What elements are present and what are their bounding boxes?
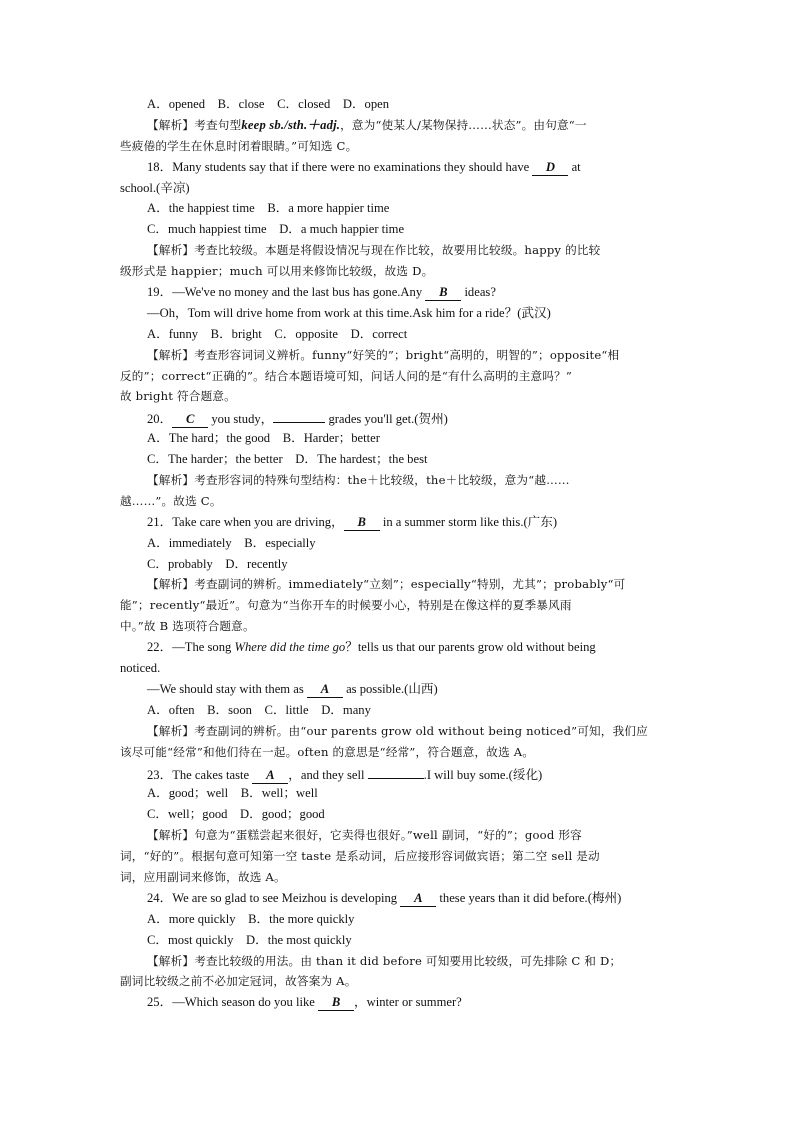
stem-text: ，winter or summer? bbox=[354, 995, 462, 1010]
answer-letter: D bbox=[545, 159, 555, 174]
answer-blank bbox=[252, 768, 288, 784]
analysis-tag: 【解析】 bbox=[147, 347, 195, 362]
empty-blank bbox=[368, 763, 424, 779]
q19-analysis-line1 bbox=[120, 345, 676, 366]
song-title: Where did the time go bbox=[234, 640, 346, 655]
q18-options-2: C．much happiest time D．a much happier time bbox=[147, 222, 405, 237]
q18-stem-line2: school.(辛凉) bbox=[120, 180, 190, 195]
stem-text: grades you'll get.(贺州) bbox=[328, 412, 448, 427]
q23-analysis-line1 bbox=[120, 825, 676, 846]
q24-analysis-line1 bbox=[120, 951, 676, 972]
q22-analysis-line1 bbox=[120, 721, 676, 742]
q21-analysis-line1 bbox=[120, 574, 676, 595]
analysis-tag: 【解析】 bbox=[147, 243, 195, 258]
q17-options: A．opened B．close C．closed D．open bbox=[147, 97, 390, 111]
analysis-tag: 【解析】 bbox=[147, 953, 195, 968]
q24-options-2: C．most quickly D．the most quickly bbox=[147, 932, 352, 947]
q18-analysis-line1 bbox=[120, 240, 676, 261]
analysis-text: ，意为“使某人/某物保持……状态”。由句意“一 bbox=[340, 117, 587, 132]
q23-stem bbox=[120, 763, 676, 784]
q24-stem bbox=[120, 888, 676, 909]
answer-letter: A bbox=[320, 681, 330, 696]
analysis-text: 考查形容词的特殊句型结构：the＋比较级，the＋比较级，意为“越…… bbox=[194, 473, 570, 488]
stem-text: —We should stay with them as bbox=[147, 681, 304, 696]
analysis-text: 考查副词的辨析。immediately“立刻”；especially“特别，尤其”；probably“可 bbox=[194, 577, 626, 592]
q24-analysis-line2: 副词比较级之前不必加定冠词，故答案为 A。 bbox=[120, 974, 357, 989]
q18-options-1: A．the happiest time B．a more happier time bbox=[147, 201, 390, 216]
stem-text: as possible.(山西) bbox=[346, 681, 438, 696]
analysis-text: 考查比较级。本题是将假设情况与现在作比较，故要用比较级。happy 的比较 bbox=[194, 243, 601, 258]
answer-letter: B bbox=[439, 285, 448, 300]
q17-analysis-line1 bbox=[120, 115, 676, 136]
analysis-text: 考查副词的辨析。由“our parents grow old without being noticed”可知，我们应 bbox=[194, 723, 648, 738]
answer-letter: B bbox=[357, 514, 366, 529]
analysis-text: 考查形容词词义辨析。funny“好笑的”；bright“高明的，明智的”；opposite“相 bbox=[194, 347, 620, 362]
q20-analysis-line1 bbox=[120, 470, 676, 491]
q18-analysis-line2: 级形式是 happier；much 可以用来修饰比较级，故选 D。 bbox=[120, 264, 434, 279]
q23-options-1: A．good；well B．well；well bbox=[147, 786, 318, 801]
q25-stem bbox=[120, 992, 676, 1013]
q24-options-1: A．more quickly B．the more quickly bbox=[147, 911, 355, 926]
q22-stem-line2: noticed. bbox=[120, 661, 161, 676]
q18-stem bbox=[120, 157, 676, 178]
answer-blank bbox=[172, 412, 208, 428]
stem-text: 22．—The song bbox=[147, 640, 232, 655]
stem-text: 24．We are so glad to see Meizhou is developing bbox=[147, 890, 398, 905]
stem-text: 23．The cakes taste bbox=[147, 767, 250, 782]
stem-text: 20． bbox=[147, 412, 173, 427]
analysis-text: 考查句型 bbox=[194, 117, 242, 132]
analysis-tag: 【解析】 bbox=[147, 577, 195, 592]
q19-options: A．funny B．bright C．opposite D．correct bbox=[147, 326, 408, 341]
document-page bbox=[120, 94, 676, 1013]
q21-stem bbox=[120, 512, 676, 533]
stem-text: these years than it did before.(梅州) bbox=[439, 890, 622, 905]
q22-analysis-line2: 该尽可能“经常”和他们待在一起。often 的意思是“经常”，符合题意，故选 A。 bbox=[120, 744, 535, 759]
empty-blank bbox=[273, 407, 325, 423]
q20-options-2: C．The harder；the better D．The hardest；the best bbox=[147, 452, 428, 467]
stem-text: ？tells us that our parents grow old without being bbox=[345, 640, 596, 655]
analysis-text: 句意为“蛋糕尝起来很好，它卖得也很好。”well 副词，“好的”；good 形容 bbox=[194, 828, 582, 843]
stem-text: 18．Many students say that if there were no examinations they should have bbox=[147, 159, 530, 174]
stem-text: ideas? bbox=[464, 285, 496, 300]
answer-letter: A bbox=[266, 767, 275, 782]
q19-analysis-line2: 反的”；correct“正确的”。结合本题语境可知，问话人问的是“有什么高明的主意吗？” bbox=[120, 368, 573, 383]
answer-blank bbox=[318, 995, 354, 1011]
analysis-tag: 【解析】 bbox=[147, 473, 195, 488]
stem-text: at bbox=[571, 159, 581, 174]
q19-stem bbox=[120, 282, 676, 303]
analysis-keyword: keep sb./sth.＋adj. bbox=[241, 117, 341, 132]
analysis-tag: 【解析】 bbox=[147, 828, 195, 843]
answer-blank bbox=[400, 891, 436, 907]
q22-stem bbox=[120, 637, 676, 658]
stem-text: 21．Take care when you are driving， bbox=[147, 514, 344, 529]
q21-analysis-line3: 中。”故 B 选项符合题意。 bbox=[120, 619, 255, 634]
q21-options-2: C．probably D．recently bbox=[147, 556, 288, 571]
stem-text: ，and they sell bbox=[288, 767, 365, 782]
q22-options: A．often B．soon C．little D．many bbox=[147, 702, 371, 717]
stem-text: 25．—Which season do you like bbox=[147, 995, 315, 1010]
q17-analysis-line2: 些疲倦的学生在休息时闭着眼睛。”可知选 C。 bbox=[120, 138, 358, 153]
analysis-tag: 【解析】 bbox=[147, 723, 195, 738]
q23-analysis-line3: 词，应用副词来修饰，故选 A。 bbox=[120, 869, 286, 884]
answer-blank bbox=[307, 682, 343, 698]
stem-text: you study， bbox=[211, 412, 274, 427]
answer-letter: B bbox=[331, 995, 341, 1010]
answer-blank bbox=[344, 515, 380, 531]
q19-analysis-line3: 故 bright 符合题意。 bbox=[120, 389, 236, 404]
q21-options-1: A．immediately B．especially bbox=[147, 535, 316, 550]
stem-text: in a summer storm like this.(广东) bbox=[382, 514, 558, 529]
q20-analysis-line2: 越……”。故选 C。 bbox=[120, 493, 222, 508]
q21-analysis-line2: 能”；recently“最近”。句意为“当你开车的时候要小心，特别是在像这样的夏季暴风雨 bbox=[120, 598, 572, 613]
q22-stem-line3 bbox=[120, 679, 676, 700]
answer-letter: A bbox=[414, 890, 423, 905]
q20-options-1: A．The hard；the good B．Harder；better bbox=[147, 431, 380, 446]
stem-text: 19．—We've no money and the last bus has gone.Any bbox=[147, 285, 423, 300]
answer-blank bbox=[532, 160, 568, 176]
analysis-text: 考查比较级的用法。由 than it did before 可知要用比较级，可先排除 C 和 D； bbox=[194, 953, 622, 968]
answer-blank bbox=[425, 285, 461, 301]
q19-stem-line2: —Oh，Tom will drive home from work at this time.Ask him for a ride？(武汉) bbox=[147, 305, 551, 320]
q23-options-2: C．well；good D．good；good bbox=[147, 807, 325, 822]
q20-stem bbox=[120, 407, 676, 428]
q23-analysis-line2: 词，“好的”。根据句意可知第一空 taste 是系动词，后应接形容词做宾语；第二空 sell 是动 bbox=[120, 849, 600, 864]
answer-letter: C bbox=[185, 412, 195, 427]
analysis-tag: 【解析】 bbox=[147, 117, 195, 132]
stem-text: .I will buy some.(绥化) bbox=[423, 767, 543, 782]
